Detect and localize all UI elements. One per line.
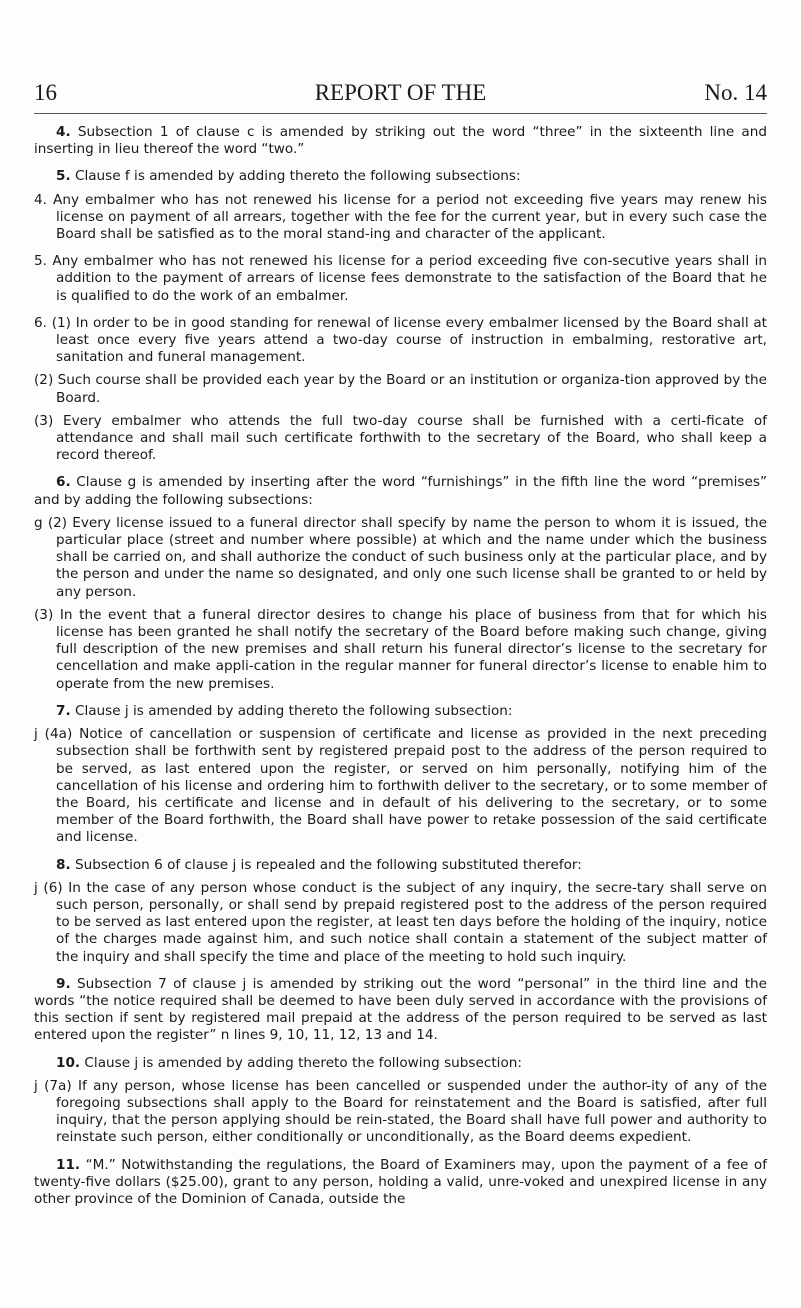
subsection-j-6: j (6) In the case of any person whose conduct is the subject of any inquiry, the secre-tary shall serve on such person, personally, or shall send by prepaid registered post to the address of the person required to be served as last entered upon the register, at least ten days before the holding of the inquiry, notice of the charges made against him, and such notice shall contain a statement of the subject matter of the inquiry and shall specify the time and place of the meeting to hold such inquiry.: [34, 879, 767, 965]
paragraph-6: 6. Clause g is amended by inserting after the word “furnishings” in the fifth line the word “premises” and by adding the following subsections:: [34, 474, 767, 508]
paragraph-8: 8. Subsection 6 of clause j is repealed and the following substituted therefor:: [56, 856, 582, 873]
subsection-5: 5. Any embalmer who has not renewed his license for a period exceeding five con-secutive years shall in addition to the payment of arrears of license fees demonstrate to the satisfaction of the Board that he is qualified to do the work of an embalmer.: [34, 253, 768, 304]
document-body: [34, 124, 767, 1208]
subsection-6-1: 6. (1) In order to be in good standing for renewal of license every embalmer licensed by the Board shall at least once every five years attend a two-day course of instruction in embalming, restorative art, sanitation and funeral management.: [34, 314, 767, 366]
subsection-6-2: (2) Such course shall be provided each year by the Board or an institution or organiza-tion approved by the Board.: [34, 372, 767, 406]
subsection-j-7a: j (7a) If any person, whose license has been cancelled or suspended under the author-ity of any of the foregoing subsections shall apply to the Board for reinstatement and the Board is satisfied, after full inquiry, that the person applying should be rein-stated, the Board shall have full power and authority to reinstate such person, either conditionally or unconditionally, as the Board deems expedient.: [34, 1077, 768, 1146]
subsection-g-3: (3) In the event that a funeral director desires to change his place of business from that for which his license has been granted he shall notify the secretary of the Board before making such change, giving full description of the new premises and shall return his funeral director’s license to the secretary for cencellation and make appli-cation in the regular manner for funeral director’s license to enable him to operate from the new premises.: [34, 606, 768, 692]
paragraph-11: 11. “M.” Notwithstanding the regulations, the Board of Examiners may, upon the payment of a fee of twenty-five dollars ($25.00), grant to any person, holding a valid, unre-voked and unexpired license in any other province of the Dominion of Canada, outside the: [34, 1156, 767, 1207]
subsection-4: 4. Any embalmer who has not renewed his license for a period not exceeding five years may renew his license on payment of all arrears, together with the fee for the current year, but in every such case the Board shall be satisfied as to the moral stand-ing and character of the applicant.: [34, 191, 767, 243]
report-number: No. 14: [704, 80, 767, 105]
page-title: REPORT OF THE: [314, 80, 487, 105]
paragraph-10: 10. Clause j is amended by adding thereto the following subsection:: [56, 1054, 522, 1071]
page-number: 16: [34, 80, 57, 105]
paragraph-5: 5. Clause f is amended by adding thereto the following subsections:: [56, 168, 521, 185]
paragraph-4: 4. Subsection 1 of clause c is amended by striking out the word “three” in the sixteenth line and inserting in lieu thereof the word “two.”: [34, 124, 767, 158]
subsection-j-4a: j (4a) Notice of cancellation or suspension of certificate and license as provided in the next preceding subsection shall be forthwith sent by registered prepaid post to the address of the person required to be served, as last entered upon the register, or served on him personally, notifying him of the cancellation of his license and ordering him to forthwith deliver to the secretary, or to some member of the Board, his certificate and license and in default of his delivering to the secretary, or to some member of the Board forthwith, the Board shall have power to retake possession of the said certificate and license.: [34, 726, 767, 846]
paragraph-7: 7. Clause j is amended by adding thereto the following subsection:: [56, 702, 513, 719]
subsection-6-3: (3) Every embalmer who attends the full two-day course shall be furnished with a certi-ficate of attendance and shall mail such certificate forthwith to the secretary of the Board, who shall keep a record thereof.: [34, 412, 768, 464]
paragraph-9: 9. Subsection 7 of clause j is amended by striking out the word “personal” in the third line and the words “the notice required shall be deemed to have been duly served in accordance with the provisions of this section if sent by registered mail prepaid at the address of the person required to be served as last entered upon the register” n lines 9, 10, 11, 12, 13 and 14.: [34, 975, 767, 1044]
subsection-g-2: g (2) Every license issued to a funeral director shall specify by name the person to whom it is issued, the particular place (street and number where possible) at which and the name under which the business shall be carried on, and shall authorize the conduct of such business only at the particular place, and by the person and under the name so designated, and only one such license shall be granted to or held by any person.: [34, 514, 767, 600]
page-header: [34, 80, 767, 108]
header-rule: [34, 113, 767, 114]
